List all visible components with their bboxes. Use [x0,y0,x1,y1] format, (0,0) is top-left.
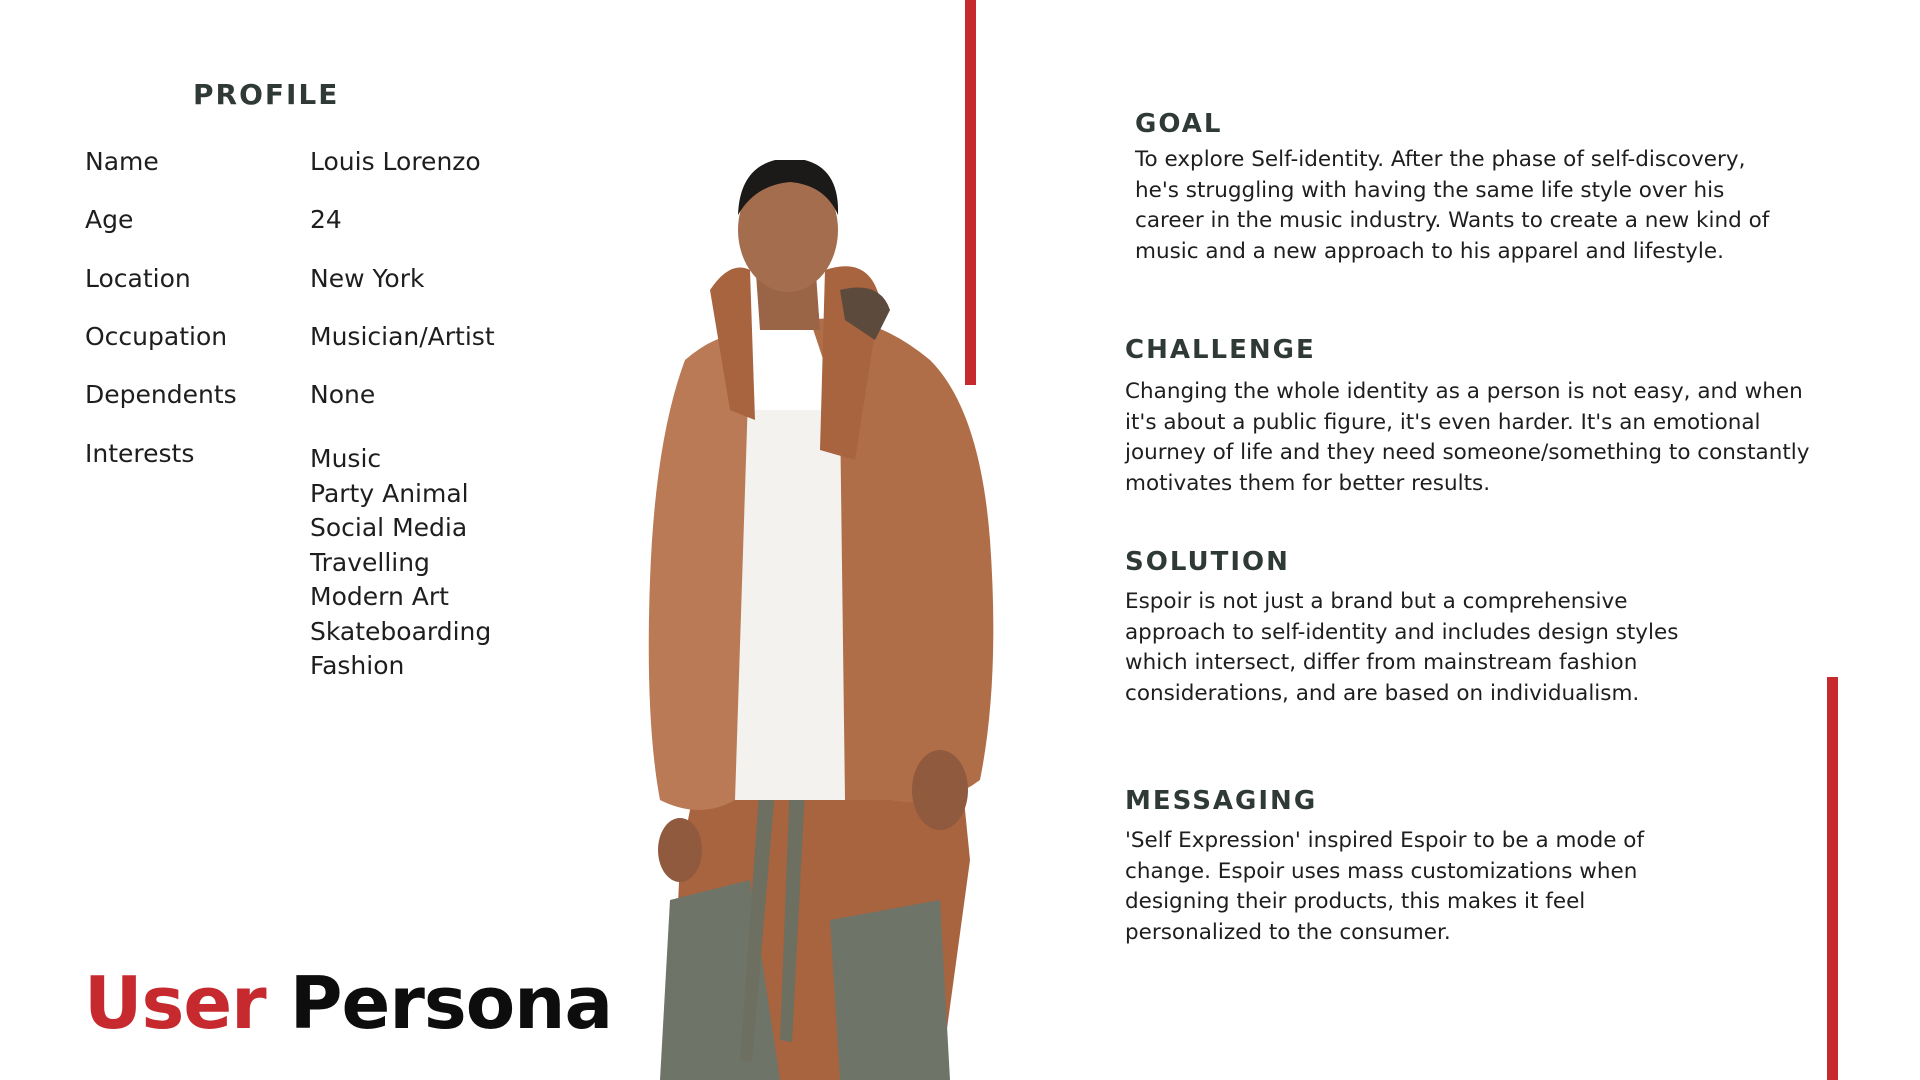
field-label-occupation: Occupation [85,322,228,351]
interest-item: Skateboarding [310,616,492,646]
profile-heading: PROFILE [193,78,340,111]
interest-item: Music [310,444,382,473]
interest-item: Modern Art [310,582,449,611]
page-title [84,958,612,1048]
field-value-occupation: Musician/Artist [310,322,495,351]
messaging-heading: MESSAGING [1125,786,1318,816]
red-accent-bar-bottom [1827,677,1838,1080]
goal-body: To explore Self-identity. After the phase of self-discovery, he's struggling with having the same life style over his career in the music industry. Wants to create a new kind of music and a new approach to his apparel and lifestyle. [1135,147,1770,264]
field-label-dependents: Dependents [85,380,237,409]
field-label-age: Age [85,205,134,234]
messaging-body: 'Self Expression' inspired Espoir to be a mode of change. Espoir uses mass customizations when designing their products, this makes it feel personalized to the consumer. [1125,828,1645,945]
field-label-interests: Interests [85,439,195,468]
interest-item: Travelling [310,547,430,577]
field-label-name: Name [85,147,159,176]
solution-heading: SOLUTION [1125,547,1290,577]
title-accent: User [84,961,266,1045]
field-value-dependents: None [310,380,376,409]
challenge-body: Changing the whole identity as a person is not easy, and when it's about a public figure, it's even harder. It's an emotional journey of life and they need someone/something to constantly motivates them for better results. [1125,379,1810,496]
interest-item: Party Animal [310,478,469,508]
field-value-name: Louis Lorenzo [310,147,481,176]
goal-heading: GOAL [1135,109,1223,139]
field-label-location: Location [85,264,191,293]
title-main: Persona [289,961,613,1045]
interest-item: Fashion [310,651,405,680]
interest-item: Social Media [310,513,468,542]
field-value-age: 24 [310,205,342,234]
interests-list [310,442,491,684]
field-value-location: New York [310,264,425,293]
model-photo [640,160,1070,1080]
challenge-heading: CHALLENGE [1125,335,1316,365]
solution-body: Espoir is not just a brand but a comprehensive approach to self-identity and includes design styles which intersect, differ from mainstream fashion considerations, and are based on individualism. [1125,589,1679,706]
